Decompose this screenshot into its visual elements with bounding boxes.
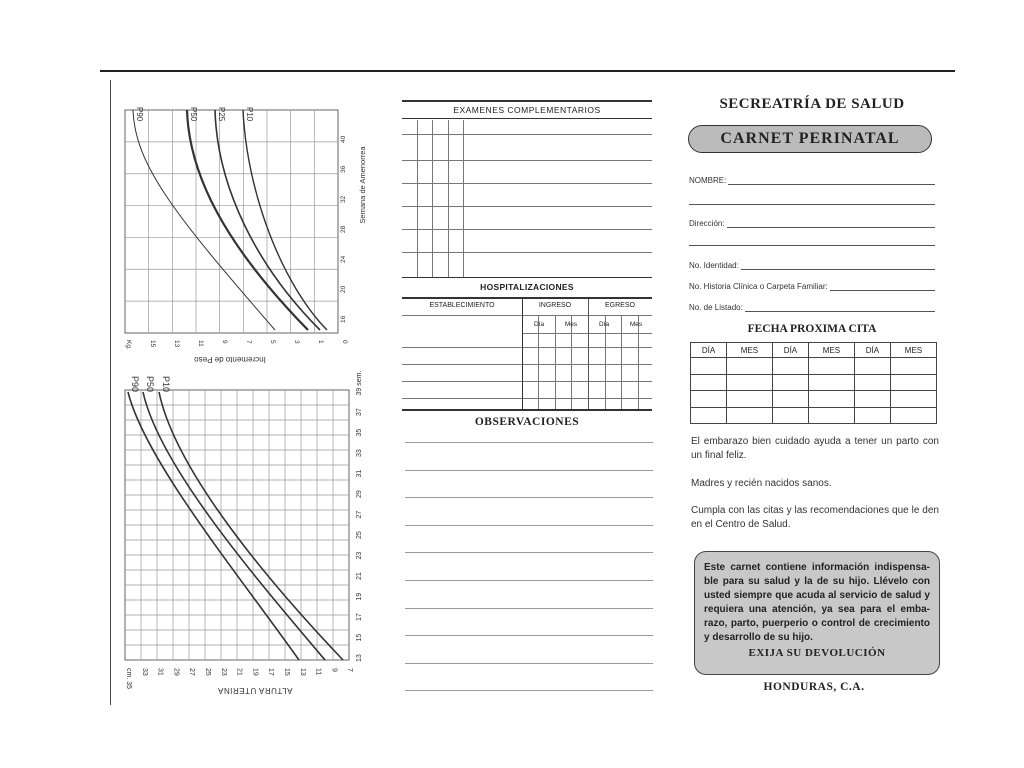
- week-tick-label: 31: [356, 469, 363, 478]
- uterine-percentile-curve: [143, 392, 325, 660]
- week-tick-label: 28: [340, 225, 347, 233]
- observation-line: [405, 608, 653, 609]
- info-box: [694, 551, 940, 675]
- cita-header: MES: [890, 343, 936, 358]
- weight-percentile-curve: [215, 110, 320, 330]
- cita-row: [691, 391, 937, 408]
- week-tick-label: 24: [340, 255, 347, 263]
- cm-tick-label: 21: [235, 668, 243, 676]
- col-establecimiento: ESTABLECIMIENTO: [429, 302, 495, 309]
- footer-country: HONDURAS, C.A.: [763, 681, 865, 693]
- week-tick-label: 23: [356, 551, 363, 560]
- cm-tick-label: 17: [267, 668, 275, 676]
- historia-field: [689, 282, 935, 291]
- ingreso-mes-header: Mes: [564, 321, 578, 328]
- week-tick-label: 32: [340, 195, 347, 203]
- cm-tick-label: 11: [314, 668, 322, 676]
- cm-tick-label: 27: [188, 668, 196, 676]
- uterine-percentile-curve: [159, 392, 343, 660]
- curve-label: P90: [135, 107, 144, 122]
- kg-tick-label: 1: [317, 340, 324, 344]
- cm-tick-label: 19: [251, 668, 259, 676]
- week-tick-label: 20: [340, 285, 347, 293]
- ingreso-dia-header: Día: [533, 321, 545, 328]
- weight-chart-grid: [125, 110, 338, 333]
- kg-tick-label: 11: [197, 340, 204, 347]
- observaciones-title: OBSERVACIONES: [474, 416, 580, 428]
- cm-tick-label: 25: [204, 668, 211, 676]
- week-tick-label: 25: [356, 531, 363, 539]
- nombre-label: NOMBRE:: [689, 176, 727, 185]
- info-text: Este carnet contiene información indispensa-ble para su salud y la de su hijo. Llévelo con usted siempre que acuda al servicio de salud y requiera una atención, ya sea para el emba-razo, parto, puerperio o control de crecimiento y desarrollo de su hijo.: [704, 562, 930, 643]
- curve-label: P50: [189, 107, 198, 122]
- observation-line: [405, 580, 653, 581]
- observation-line: [405, 690, 653, 691]
- cm-tick-label: 31: [156, 668, 164, 676]
- kg-tick-label: 0: [341, 340, 348, 344]
- cm-tick-label: 7: [346, 668, 354, 672]
- cm-tick-label: 15: [283, 668, 290, 676]
- carnet-banner: CARNET PERINATAL: [688, 125, 932, 153]
- uterine-chart-labels: [125, 371, 363, 695]
- cita-header: DÍA: [691, 343, 727, 358]
- kg-tick-label: 5: [269, 340, 276, 344]
- curve-label: P90: [130, 376, 140, 393]
- col-egreso: EGRESO: [605, 302, 635, 309]
- cm-tick-label: 29: [172, 668, 180, 676]
- week-tick-label: 21: [356, 572, 363, 580]
- kg-tick-label: 3: [293, 340, 300, 344]
- week-tick-label: 13: [356, 654, 363, 662]
- kg-tick-label: 15: [149, 340, 156, 348]
- hospitalizaciones-table: [402, 297, 652, 411]
- cita-header: MES: [808, 343, 854, 358]
- observation-line: [405, 442, 653, 443]
- cita-header: MES: [726, 343, 772, 358]
- weight-chart-curves: [133, 110, 327, 330]
- hospitalizaciones-title: HOSPITALIZACIONES: [480, 282, 574, 292]
- curve-label: P10: [245, 107, 254, 122]
- observation-line: [405, 525, 653, 526]
- kg-tick-label: 7: [245, 340, 252, 344]
- cita-row: [691, 374, 937, 391]
- week-tick-label: 19: [356, 592, 363, 601]
- kg-tick-label: 9: [221, 340, 228, 344]
- curve-label: P25: [217, 107, 226, 122]
- uterine-chart-curves: [128, 392, 343, 660]
- observation-line: [405, 635, 653, 636]
- paragraph-madres: Madres y recién nacidos sanos.: [691, 478, 832, 489]
- uterine-percentile-curve: [128, 392, 299, 660]
- curve-label: P10: [161, 376, 171, 393]
- weeks-axis-label: Semana de Amenorrea: [358, 146, 367, 224]
- fecha-proxima-cita-title: FECHA PROXIMA CITA: [747, 323, 877, 335]
- cita-row: [691, 358, 937, 375]
- cm-tick-label: 23: [219, 668, 227, 676]
- listado-field: [689, 303, 935, 312]
- week-tick-label: 36: [340, 165, 347, 173]
- nombre-extra-line: [689, 204, 935, 205]
- historia-label: No. Historia Clínica o Carpeta Familiar:: [689, 282, 828, 291]
- observation-line: [405, 552, 653, 553]
- cita-header: DÍA: [854, 343, 890, 358]
- observation-line: [405, 497, 653, 498]
- observation-line: [405, 663, 653, 664]
- cm-tick-label: 33: [140, 668, 148, 676]
- week-tick-label: 37: [356, 408, 363, 416]
- examenes-section: [402, 100, 652, 278]
- observation-line: [405, 470, 653, 471]
- cm-tick-label: 9: [330, 668, 338, 672]
- cm-axis-label: ALTURA UTERINA: [217, 686, 293, 695]
- egreso-dia-header: Día: [598, 321, 610, 328]
- kg-tick-label: 13: [173, 340, 180, 348]
- paragraph-embarazo: El embarazo bien cuidado ayuda a tener un parto con un final feliz.: [691, 436, 939, 461]
- egreso-mes-header: Mes: [629, 321, 643, 328]
- exija-devolucion: EXIJA SU DEVOLUCIÓN: [748, 647, 886, 659]
- cm-tick-label: cm. 35: [125, 668, 132, 690]
- cita-row: [691, 407, 937, 424]
- cita-header: DÍA: [772, 343, 808, 358]
- week-tick-label: 16: [340, 315, 347, 323]
- uterine-chart-grid: [125, 390, 349, 660]
- kg-axis-label: Incremento de Peso: [194, 355, 266, 364]
- week-tick-label: 40: [340, 135, 347, 143]
- identidad-field: [689, 261, 935, 270]
- curve-label: P50: [145, 376, 155, 393]
- week-tick-label: 35: [356, 428, 363, 437]
- identidad-label: No. Identidad:: [689, 261, 739, 270]
- left-border: [110, 80, 111, 705]
- examenes-grid: [402, 120, 652, 278]
- week-tick-label: 27: [356, 510, 363, 519]
- nombre-field: [689, 176, 935, 185]
- col-ingreso: INGRESO: [538, 302, 572, 309]
- direccion-field: [689, 219, 935, 228]
- paragraph-citas: Cumpla con las citas y las recomendaciones que le den en el Centro de Salud.: [691, 505, 939, 530]
- direccion-extra-line: [689, 245, 935, 246]
- top-border: [100, 70, 955, 72]
- week-tick-label: 39 sem.: [356, 370, 363, 396]
- examenes-title: EXAMENES COMPLEMENTARIOS: [402, 100, 652, 119]
- week-tick-label: 17: [356, 613, 363, 621]
- weight-percentile-curve: [133, 110, 275, 330]
- citas-table: [690, 342, 937, 424]
- kg-tick-label: Kg.: [125, 340, 132, 350]
- week-tick-label: 29: [356, 490, 363, 498]
- week-tick-label: 15: [356, 633, 363, 642]
- weight-gain-chart: [115, 95, 375, 370]
- page-title: SECREATRÍA DE SALUD: [719, 96, 905, 112]
- uterine-height-chart: [115, 370, 375, 705]
- direccion-label: Dirección:: [689, 219, 725, 228]
- week-tick-label: 33: [356, 449, 363, 457]
- listado-label: No. de Listado:: [689, 303, 743, 312]
- cm-tick-label: 13: [298, 668, 306, 676]
